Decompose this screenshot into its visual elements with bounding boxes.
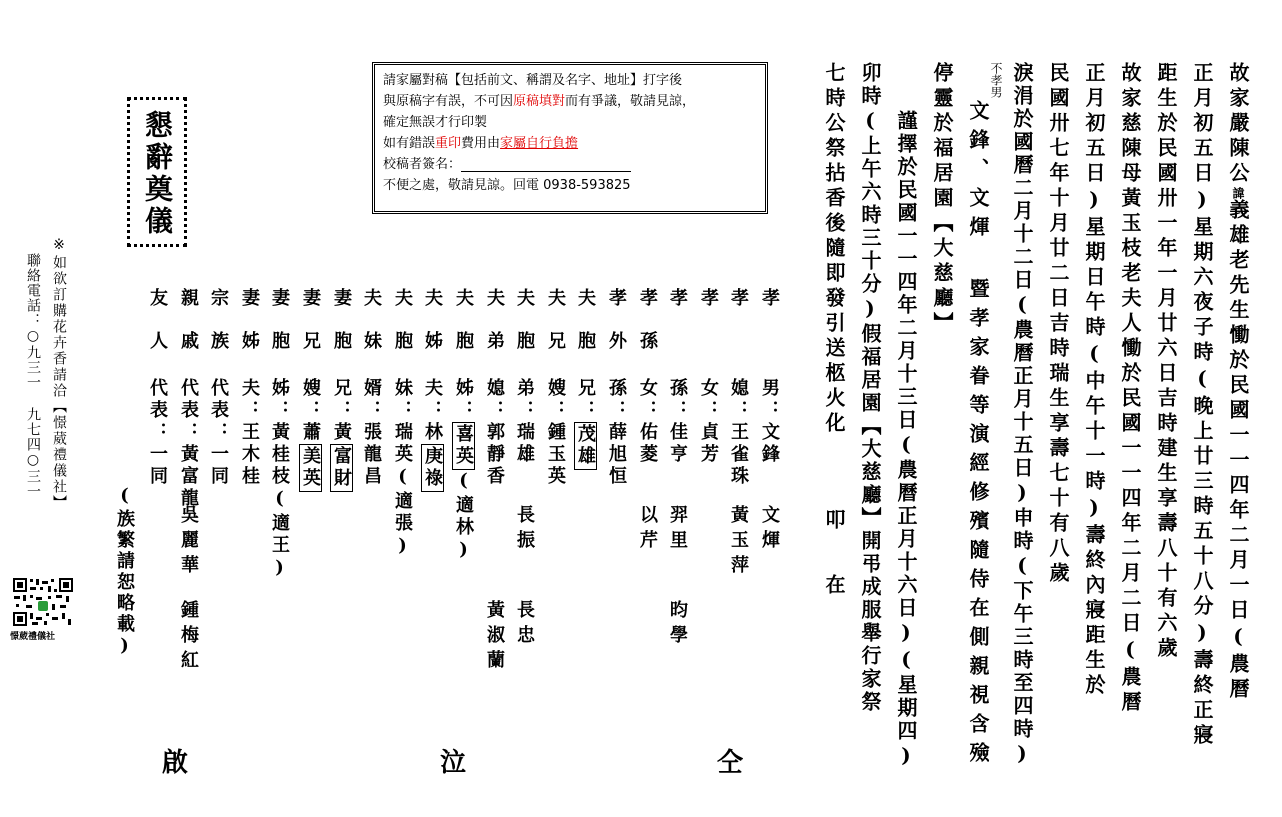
family-member-name: [668, 378, 686, 466]
closing-word-b: 泣: [440, 748, 467, 778]
announcement-text: 故家嚴陳公: [1226, 62, 1250, 187]
announcement-col-1: [1228, 62, 1248, 703]
family-member-extra-name: 昀學: [667, 600, 688, 650]
family-relation: [607, 288, 625, 356]
notice-line-6: 不便之處，敬請見諒。回電 0938-593825: [383, 178, 631, 193]
notice-red-text: 家屬自行負擔: [500, 136, 579, 151]
family-member-name: [576, 378, 594, 470]
announcement-text: 義雄老先生慟於民國一一四年二月一日(農曆: [1226, 199, 1250, 703]
member-name: 夫：王木桂: [239, 378, 260, 488]
contact-phone: 聯絡電話：○九三一 九七四○三一: [25, 253, 41, 499]
relation-middle: 兄: [545, 331, 566, 356]
closing-word-c: 啟: [162, 748, 189, 778]
member-name: 媳：郭靜香: [484, 378, 505, 488]
family-member-name: [729, 378, 747, 488]
relation-middle: 姊: [422, 331, 443, 356]
family-relation: [760, 288, 778, 331]
family-relation: [148, 288, 166, 356]
boxed-name: 茂雄: [575, 424, 596, 468]
notice-text: 費用由: [461, 136, 501, 151]
relation-prefix: 妻: [300, 288, 321, 313]
announcement-col-5: 正月初五日)星期日午時(中午十一時)壽終內寢距生於: [1082, 62, 1106, 699]
relation-middle: 胞: [514, 331, 535, 356]
announcement-col-12: [824, 62, 844, 599]
member-name: 姊：黃桂枝(適王): [269, 378, 290, 582]
member-name: (適林): [453, 470, 474, 564]
relation-prefix: 夫: [575, 288, 596, 313]
family-relation: [332, 288, 350, 356]
notice-line-1: 請家屬對稿【包括前文、稱謂及名字、地址】打字後: [383, 73, 683, 88]
relation-middle: 胞: [269, 331, 290, 356]
relation-prefix: 孝: [698, 288, 719, 313]
relation-prefix: 妻: [331, 288, 352, 313]
relation-prefix: 孝: [728, 288, 749, 313]
family-member-name: [362, 378, 380, 488]
relation-prefix: 孝: [759, 288, 780, 313]
announcement-text: 七時公祭拈香後隨即發引送柩火化: [822, 62, 846, 437]
family-relation: [515, 288, 533, 356]
member-name: 兄：: [575, 378, 596, 422]
announcement-text: 在: [822, 574, 846, 599]
signature-line[interactable]: [461, 157, 631, 172]
member-name: 孫：薛旭恒: [606, 378, 627, 488]
relation-middle: 弟: [484, 331, 505, 356]
member-name: 嫂：蕭: [300, 378, 321, 444]
relation-prefix: 夫: [422, 288, 443, 313]
relation-middle: 人: [147, 331, 168, 356]
order-note: ※如欲訂購花卉香請洽【憬葳禮儀社】: [51, 237, 67, 511]
title-box: [127, 97, 187, 247]
family-relation: [423, 288, 441, 356]
member-name: 夫：林: [422, 378, 443, 444]
family-member-name: [760, 378, 778, 466]
taboo-note: 諱: [1231, 187, 1245, 199]
family-relation: [179, 288, 197, 356]
family-relation: [668, 288, 686, 331]
relation-prefix: 妻: [269, 288, 290, 313]
family-member-name: [209, 378, 227, 488]
family-relation: [301, 288, 319, 356]
relation-prefix: 夫: [453, 288, 474, 313]
family-member-extra-name: 鍾梅紅: [178, 600, 199, 675]
family-relation: [576, 288, 594, 356]
relation-prefix: 夫: [392, 288, 413, 313]
family-member-name: [515, 378, 533, 466]
family-relation: [546, 288, 564, 356]
announcement-col-6: 民國卅七年十月廿二日吉時瑞生享壽七十有八歲: [1046, 62, 1070, 587]
announcement-col-3: 距生於民國卅一年一月廿六日吉時建生享壽八十有六歲: [1154, 62, 1178, 662]
relation-middle: 姊: [239, 331, 260, 356]
family-member-name: [607, 378, 625, 488]
relation-prefix: 夫: [361, 288, 382, 313]
relation-prefix: 夫: [514, 288, 535, 313]
relation-middle: 胞: [331, 331, 352, 356]
family-member-name: [240, 378, 258, 488]
member-name: 代表：黃富龍: [178, 378, 199, 510]
announcement-col-4: 故家慈陳母黃玉枝老夫人慟於民國一一四年二月二日(農曆: [1118, 62, 1142, 716]
family-relation: [240, 288, 258, 356]
member-name: 婿：張龍昌: [361, 378, 382, 488]
notice-line-3: 確定無誤才行印製: [383, 115, 488, 130]
relation-prefix: 孝: [637, 288, 658, 313]
family-member-extra-name: 長忠: [514, 600, 535, 650]
notice-line-2: [383, 91, 757, 112]
proofreading-notice: [372, 62, 768, 214]
member-name: 姊：: [453, 378, 474, 422]
family-member-extra-name: 吳麗華: [178, 505, 199, 580]
signature-label: 校稿者簽名：: [383, 157, 462, 172]
member-name: 媳：王雀珠: [728, 378, 749, 488]
family-relation: [699, 288, 717, 331]
family-member-name: [332, 378, 350, 492]
closing-word-a: 仝: [717, 748, 744, 778]
announcement-col-2: 正月初五日)星期六夜子時(晚上廿三時五十八分)壽終正寢: [1190, 62, 1214, 749]
family-relation: [270, 288, 288, 356]
notice-line-5: [383, 154, 757, 175]
announcement-col-11: 卯時(上午六時三十分)假福居園【大慈廳】開弔成服舉行家祭: [858, 62, 882, 714]
relation-middle: 胞: [392, 331, 413, 356]
announcement-col-9: 停靈於福居園【大慈廳】: [930, 62, 954, 337]
family-member-extra-name: 長振: [514, 505, 535, 555]
family-member-extra-name: 羿里: [667, 505, 688, 555]
notice-text: 與原稿字有誤，不可因: [383, 94, 514, 109]
qr-label: 憬葳禮儀社: [10, 632, 56, 642]
family-member-extra-name: 黃玉萍: [728, 505, 749, 580]
notice-text: 如有錯誤: [383, 136, 436, 151]
family-member-name: [301, 378, 319, 492]
notice-red-text: 重印: [435, 136, 462, 151]
family-member-extra-name: 以芹: [637, 505, 658, 555]
relation-middle: 妹: [361, 331, 382, 356]
family-member-extra-name: 黃淑蘭: [484, 600, 505, 675]
relation-prefix: 夫: [545, 288, 566, 313]
family-member-name: [454, 378, 472, 564]
relation-middle: 族: [208, 331, 229, 356]
relation-middle: 胞: [453, 331, 474, 356]
relation-prefix: 妻: [239, 288, 260, 313]
family-member-name: [423, 378, 441, 492]
member-name: 兄：黃: [331, 378, 352, 444]
notice-line-4: [383, 133, 757, 154]
family-member-name: [270, 378, 288, 582]
member-name: 妹：瑞英(適張): [392, 378, 413, 560]
family-member-name: [638, 378, 656, 466]
member-name: 代表：一同: [208, 378, 229, 488]
family-relation: [729, 288, 747, 331]
member-name: 女：貞芳: [698, 378, 719, 466]
family-relation: [485, 288, 503, 356]
member-name: 弟：瑞雄: [514, 378, 535, 466]
qr-code-icon[interactable]: [12, 577, 74, 627]
family-member-name: [699, 378, 717, 466]
family-relation: [454, 288, 472, 356]
relation-middle: 孫: [637, 331, 658, 356]
family-member-extra-name: 文煇: [759, 505, 780, 555]
family-member-name: [393, 378, 411, 560]
boxed-name: 富財: [331, 446, 352, 490]
family-member-name: [179, 378, 197, 510]
family-relation: [362, 288, 380, 356]
member-name: 代表：一同: [147, 378, 168, 488]
announcement-col-8-note: 不孝男: [989, 62, 1003, 98]
notice-text: 而有爭議，敬請見諒，: [565, 94, 696, 109]
family-relation: [638, 288, 656, 356]
family-relation: [209, 288, 227, 356]
relation-middle: 兄: [300, 331, 321, 356]
member-name: 女：佑菱: [637, 378, 658, 466]
member-name: 孫：佳亨: [667, 378, 688, 466]
member-name: 男：文鋒: [759, 378, 780, 466]
relation-middle: 戚: [178, 331, 199, 356]
boxed-name: 庚祿: [422, 446, 443, 490]
family-note: (族繁請恕略載): [114, 485, 135, 659]
member-name: 嫂：鍾玉英: [545, 378, 566, 488]
relation-prefix: 友: [147, 288, 168, 313]
family-member-name: [148, 378, 166, 488]
announcement-col-8: 文鋒、文煇 暨孝家眷等演經修殯隨侍在側親視含殮: [966, 100, 990, 771]
relation-prefix: 孝: [606, 288, 627, 313]
family-relation: [393, 288, 411, 356]
family-member-name: [546, 378, 564, 488]
boxed-name: 美英: [300, 446, 321, 490]
relation-prefix: 宗: [208, 288, 229, 313]
relation-middle: 胞: [575, 331, 596, 356]
title: 懇辭奠儀: [141, 110, 174, 238]
announcement-col-7: 淚涓於國曆二月十二日(農曆正月十五日)申時(下午三時至四時): [1010, 62, 1034, 768]
notice-red-text: 原稿填對: [513, 94, 566, 109]
relation-prefix: 孝: [667, 288, 688, 313]
relation-prefix: 夫: [484, 288, 505, 313]
announcement-col-10: 謹擇於民國一一四年二月十三日(農曆正月十六日)(星期四): [894, 110, 918, 770]
boxed-name: 喜英: [453, 424, 474, 468]
relation-middle: 外: [606, 331, 627, 356]
relation-prefix: 親: [178, 288, 199, 313]
family-member-name: [485, 378, 503, 488]
announcement-text: 叩: [822, 509, 846, 534]
